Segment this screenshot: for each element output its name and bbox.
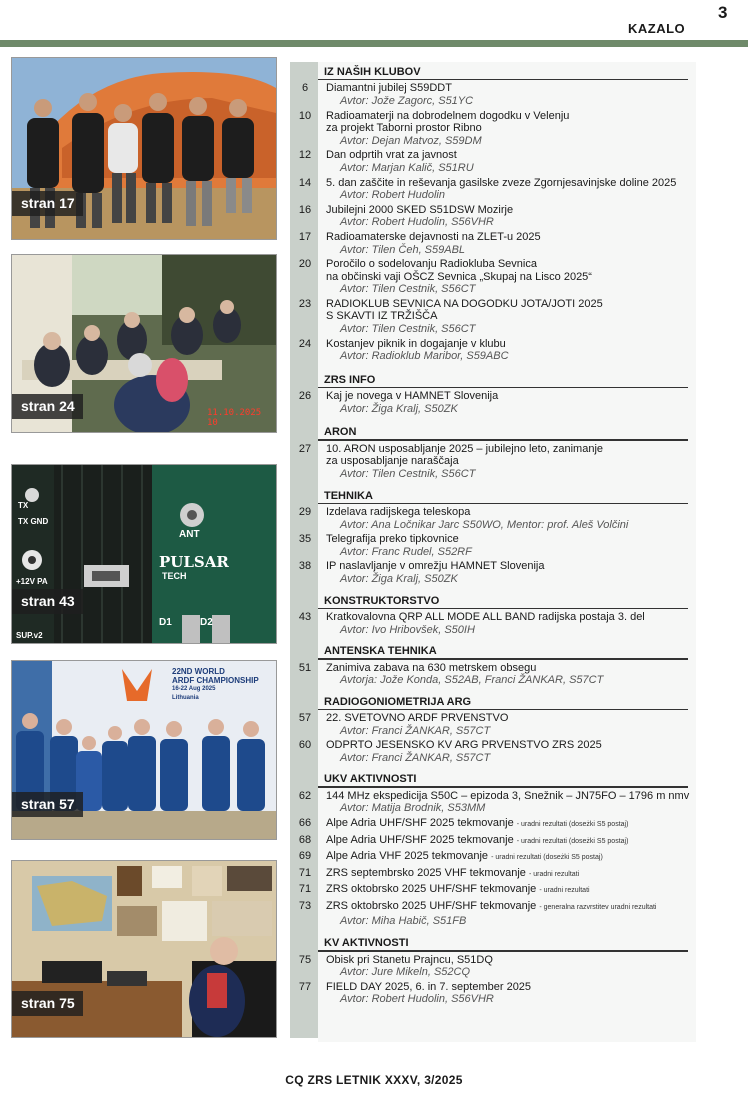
page-title: KAZALO — [628, 21, 686, 36]
toc-entry[interactable] — [290, 609, 700, 636]
entry-title-text: Jubilejni 2000 SKED S51DSW Mozirje — [326, 203, 514, 216]
entry-title — [326, 443, 700, 456]
toc-entry[interactable] — [290, 660, 700, 687]
entry-page-number: 17 — [298, 230, 312, 243]
entry-page-number: 35 — [298, 533, 312, 546]
entry-author: Avtor: Franci ŽANKAR, S57CT — [340, 724, 491, 737]
entry-author: Avtor: Ivo Hribovšek, S50IH — [340, 623, 475, 636]
photo-caption: stran 24 — [12, 394, 83, 419]
table-of-contents — [290, 57, 700, 1006]
entry-note: - uradni rezultati (doseżki S5 postaj) — [516, 821, 629, 829]
entry-author: Avtor: Tilen Cestnik, S56CT — [340, 283, 476, 296]
toc-entry[interactable] — [290, 108, 700, 148]
entry-title-text: RADIOKLUB SEVNICA NA DOGODKU JOTA/JOTI 2025 — [326, 297, 603, 310]
toc-entry[interactable] — [290, 504, 700, 531]
toc-entry[interactable] — [290, 202, 700, 229]
toc-entry[interactable] — [290, 952, 700, 979]
entry-title — [326, 390, 700, 403]
entry-author: Avtor: Ana Ločnikar Jarc S50WO, Mentor: prof. Aleš Volčini — [340, 518, 629, 531]
toc-entry[interactable] — [290, 336, 700, 363]
entry-title-text: na občinski vaji OŠCZ Sevnica „Skupaj na Lisco 2025“ — [326, 270, 592, 283]
entry-title — [326, 310, 700, 323]
entry-author: Avtor: Tilen Cestnik, S56CT — [340, 468, 476, 481]
entry-body — [320, 175, 700, 202]
entry-body — [320, 80, 700, 107]
entry-author: Avtor: Jure Mikeln, S52CQ — [340, 966, 471, 979]
toc-entry[interactable] — [290, 737, 700, 764]
entry-page-number: 38 — [298, 560, 312, 573]
photo-radio-shack — [11, 860, 277, 1038]
entry-body — [320, 441, 700, 481]
entry-page-number: 69 — [298, 850, 312, 863]
entry-page-number: 12 — [298, 149, 312, 162]
entry-note: - uradni rezultati (doseżki S5 postaj) — [516, 837, 629, 845]
entry-author: Avtor: Robert Hudolin, S56VHR — [340, 216, 494, 229]
section-title: KONSTRUKTORSTVO — [324, 594, 440, 607]
entry-body — [320, 815, 700, 832]
entry-page-number: 43 — [298, 610, 312, 623]
toc-entry[interactable] — [290, 815, 700, 832]
entry-title-text: Obisk pri Stanetu Prajncu, S51DQ — [326, 953, 493, 966]
toc-entry[interactable] — [290, 848, 700, 865]
entry-author: Avtor: Radioklub Maribor, S59ABC — [340, 350, 509, 363]
panel-label: TX — [18, 501, 29, 510]
entry-page-number: 62 — [298, 789, 312, 802]
entry-title — [326, 817, 700, 832]
entry-body — [320, 788, 700, 815]
entry-page-number: 75 — [298, 953, 312, 966]
entry-author: Avtorja: Jože Konda, S52AB, Franci ŽANKAR, S57CT — [340, 674, 604, 687]
entry-body — [320, 848, 700, 865]
toc-entry[interactable] — [290, 531, 700, 558]
entry-title-text: IP naslavljanje v omrežju HAMNET Slovenija — [326, 560, 545, 573]
entry-title — [326, 850, 700, 865]
entry-title — [326, 338, 700, 351]
entry-author: Avtor: Dejan Matvoz, S59DM — [340, 134, 482, 147]
entry-page-number: 6 — [301, 82, 309, 95]
toc-entry[interactable] — [290, 558, 700, 585]
entry-body — [320, 108, 700, 148]
toc-entry[interactable] — [290, 865, 700, 882]
toc-section — [290, 644, 700, 687]
entry-author: Avtor: Tilen Cestnik, S56CT — [340, 323, 476, 336]
toc-entry[interactable] — [290, 788, 700, 815]
entry-title — [326, 110, 700, 123]
entry-title-text: za usposabljanje naraščaja — [326, 455, 459, 468]
section-title: IZ NAŠIH KLUBOV — [324, 66, 421, 78]
entry-body — [320, 865, 700, 882]
entry-page-number: 10 — [298, 109, 312, 122]
entry-note: - uradni rezultati — [528, 870, 580, 878]
entry-body — [320, 147, 700, 174]
panel-label: SUP.v2 — [16, 631, 43, 640]
entry-title-text: Dan odprtih vrat za javnost — [326, 149, 457, 162]
entry-body — [320, 336, 700, 363]
entry-author: Avtor: Tilen Čeh, S59ABL — [340, 243, 466, 256]
toc-entry[interactable] — [290, 881, 700, 898]
photo-chestnut-picnic — [11, 254, 277, 433]
entry-body — [320, 832, 700, 849]
toc-section — [290, 594, 700, 637]
entry-title — [326, 506, 700, 519]
entry-body — [320, 710, 700, 737]
entry-note: - generalna razvrstitev uradni rezultati — [539, 904, 657, 912]
entry-title — [326, 900, 700, 915]
photo-club-group — [11, 57, 277, 240]
entry-page-number: 23 — [298, 297, 312, 310]
entry-title-text: Zanimiva zabava na 630 metrskem obsegu — [326, 661, 537, 674]
entry-title — [326, 981, 700, 994]
entry-page-number: 24 — [298, 337, 312, 350]
panel-label: D1 — [159, 617, 172, 628]
panel-label: +12V PA — [16, 577, 48, 586]
photo-caption: stran 75 — [12, 991, 83, 1016]
entry-page-number: 14 — [298, 176, 312, 189]
panel-label: ANT — [179, 529, 200, 540]
entry-page-number: 51 — [298, 661, 312, 674]
entry-title-text: Radioamaterske dejavnosti na ZLET-u 2025 — [326, 230, 541, 243]
entry-page-number: 26 — [298, 390, 312, 403]
entry-title-text: S SKAVTI IZ TRŽIŠČA — [326, 310, 438, 323]
toc-section — [290, 695, 700, 765]
section-title: ZRS INFO — [324, 373, 376, 386]
entry-body — [320, 531, 700, 558]
entry-title — [326, 883, 700, 898]
entry-title — [326, 455, 700, 468]
entry-title-text: Alpe Adria VHF 2025 tekmovanje — [326, 850, 489, 863]
entry-page-number: 57 — [298, 712, 312, 725]
toc-section — [290, 772, 700, 927]
entry-body — [320, 256, 700, 296]
entry-body — [320, 229, 700, 256]
toc-section — [290, 425, 700, 480]
entry-title-text: Poročilo o sodelovanju Radiokluba Sevnica — [326, 258, 537, 271]
entry-author: Avtor: Franci ŽANKAR, S57CT — [340, 751, 491, 764]
photo-date-stamp: 11.10.2025 10 — [207, 408, 262, 428]
entry-body — [320, 979, 700, 1006]
photo-caption: stran 57 — [12, 792, 83, 817]
entry-title — [326, 790, 700, 803]
photo-caption: stran 17 — [12, 191, 83, 216]
entry-title-text: Alpe Adria UHF/SHF 2025 tekmovanje — [326, 833, 514, 846]
entry-author: Avtor: Miha Habič, S51FB — [340, 914, 467, 927]
entry-title — [326, 149, 700, 162]
entry-body — [320, 609, 700, 636]
entry-author: Avtor: Robert Hudolin, S56VHR — [340, 993, 494, 1006]
entry-author: Avtor: Marjan Kalič, S51RU — [340, 161, 474, 174]
entry-title-text: ZRS oktobrsko 2025 UHF/SHF tekmovanje — [326, 883, 537, 896]
entry-title — [326, 611, 700, 624]
header-rule — [0, 40, 748, 47]
entry-page-number: 66 — [298, 817, 312, 830]
entry-body — [320, 202, 700, 229]
toc-entry[interactable] — [290, 147, 700, 174]
panel-label: D2 — [200, 617, 213, 628]
entry-title-text: ZRS septembrsko 2025 VHF tekmovanje — [326, 866, 526, 879]
toc-section — [290, 65, 700, 363]
photo-radio-panel-image — [12, 465, 276, 643]
entry-author: Avtor: Žiga Kralj, S50ZK — [340, 572, 458, 585]
entry-title — [326, 231, 700, 244]
section-title: KV AKTIVNOSTI — [324, 937, 409, 950]
entry-title-text: Izdelava radijskega teleskopa — [326, 506, 471, 518]
toc-section — [290, 373, 700, 416]
toc-entry[interactable] — [290, 441, 700, 481]
entry-page-number: 16 — [298, 203, 312, 216]
entry-title — [326, 560, 700, 573]
toc-entry[interactable] — [290, 296, 700, 336]
entry-body — [320, 660, 700, 687]
entry-title — [326, 298, 700, 311]
banner-text: 22ND WORLD ARDF CHAMPIONSHIP 16-22 Aug 2025 Lithuania — [172, 667, 259, 701]
entry-author: Avtor: Matija Brodnik, S53MM — [340, 802, 486, 815]
toc-entry[interactable] — [290, 710, 700, 737]
entry-page-number: 73 — [298, 900, 312, 913]
page-number: 3 — [718, 3, 728, 22]
section-title: ANTENSKA TEHNIKA — [324, 645, 437, 658]
entry-page-number: 71 — [298, 866, 312, 879]
entry-title-text: Radioamaterji na dobrodelnem dogodku v Velenju — [326, 109, 570, 122]
entry-title-text: 144 MHz ekspedicija S50C – epizoda 3, Snežnik – JN75FO – 1796 m nmv — [326, 789, 690, 802]
entry-body — [320, 881, 700, 898]
entry-title-text: Kratkovalovna QRP ALL MODE ALL BAND radijska postaja 3. del — [326, 610, 645, 623]
entry-body — [320, 558, 700, 585]
entry-title-text: FIELD DAY 2025, 6. in 7. september 2025 — [326, 980, 532, 993]
entry-title — [326, 533, 700, 546]
entry-page-number: 27 — [298, 442, 312, 455]
entry-author: Avtor: Žiga Kralj, S50ZK — [340, 402, 458, 415]
entry-page-number: 77 — [298, 980, 312, 993]
entry-title — [326, 177, 700, 190]
toc-entry[interactable] — [290, 80, 700, 107]
entry-title-text: 10. ARON usposabljanje 2025 – jubilejno leto, zanimanje — [326, 442, 604, 455]
entry-note: - uradni rezultati (doseżki S5 postaj) — [491, 854, 603, 862]
entry-author: Avtor: Jože Zagorc, S51YC — [340, 94, 474, 107]
entry-title-text: Diamantni jubilej S59DDT — [326, 82, 452, 95]
entry-title-text: ZRS oktobrsko 2025 UHF/SHF tekmovanje — [326, 900, 537, 913]
entry-title-text: 5. dan zaščite in reševanja gasilske zveze Zgornjesavinjske doline 2025 — [326, 176, 677, 189]
entry-title-text: ODPRTO JESENSKO KV ARG PRVENSTVO ZRS 2025 — [326, 739, 602, 752]
entry-title — [326, 204, 700, 217]
entry-title — [326, 82, 700, 95]
entry-title — [326, 122, 700, 135]
panel-brand-sub: TECH — [162, 571, 187, 581]
entry-body — [320, 388, 700, 415]
photo-radio-panel — [11, 464, 277, 644]
section-title: ARON — [324, 426, 357, 439]
entry-title-text: Kaj je novega v HAMNET Slovenija — [326, 390, 499, 403]
toc-entry[interactable] — [290, 256, 700, 296]
entry-body — [320, 898, 700, 927]
entry-title — [326, 739, 700, 752]
entry-body — [320, 737, 700, 764]
entry-author: Avtor: Robert Hudolin — [340, 189, 445, 202]
entry-page-number: 68 — [298, 833, 312, 846]
toc-entry[interactable] — [290, 898, 700, 927]
entry-title-text: za projekt Taborni prostor Ribno — [326, 122, 482, 135]
entry-page-number: 20 — [298, 258, 312, 271]
entry-page-number: 29 — [298, 506, 312, 518]
toc-entry[interactable] — [290, 175, 700, 202]
toc-entry[interactable] — [290, 832, 700, 849]
photo-ardf-team — [11, 660, 277, 840]
entry-body — [320, 504, 700, 531]
panel-brand: PULSAR — [159, 553, 229, 571]
entry-title — [326, 867, 700, 882]
entry-title — [326, 662, 700, 675]
panel-label: TX GND — [18, 517, 49, 526]
toc-section — [290, 489, 700, 586]
section-title: UKV AKTIVNOSTI — [324, 773, 417, 786]
toc-entry[interactable] — [290, 229, 700, 256]
photo-caption: stran 43 — [12, 589, 83, 614]
entry-page-number: 71 — [298, 883, 312, 896]
entry-title-text: Kostanjev piknik in dogajanje v klubu — [326, 337, 506, 350]
toc-entry[interactable] — [290, 388, 700, 415]
entry-title-text: 22. SVETOVNO ARDF PRVENSTVO — [326, 712, 509, 725]
section-title: TEHNIKA — [324, 489, 373, 502]
entry-author: Avtor: Franc Rudel, S52RF — [340, 545, 472, 558]
entry-page-number: 60 — [298, 739, 312, 752]
entry-title — [326, 271, 700, 284]
toc-entry[interactable] — [290, 979, 700, 1006]
entry-title-text: Alpe Adria UHF/SHF 2025 tekmovanje — [326, 817, 514, 830]
entry-body — [320, 952, 700, 979]
toc-section — [290, 936, 700, 1006]
entry-body — [320, 296, 700, 336]
entry-note: - uradni rezultati — [539, 887, 590, 895]
entry-title — [326, 258, 700, 271]
entry-title — [326, 712, 700, 725]
section-title: RADIOGONIOMETRIJA ARG — [324, 695, 472, 708]
entry-title — [326, 834, 700, 849]
entry-title-text: Telegrafija preko tipkovnice — [326, 533, 459, 546]
entry-title — [326, 954, 700, 967]
magazine-footer: CQ ZRS LETNIK XXXV, 3/2025 — [285, 1073, 463, 1087]
